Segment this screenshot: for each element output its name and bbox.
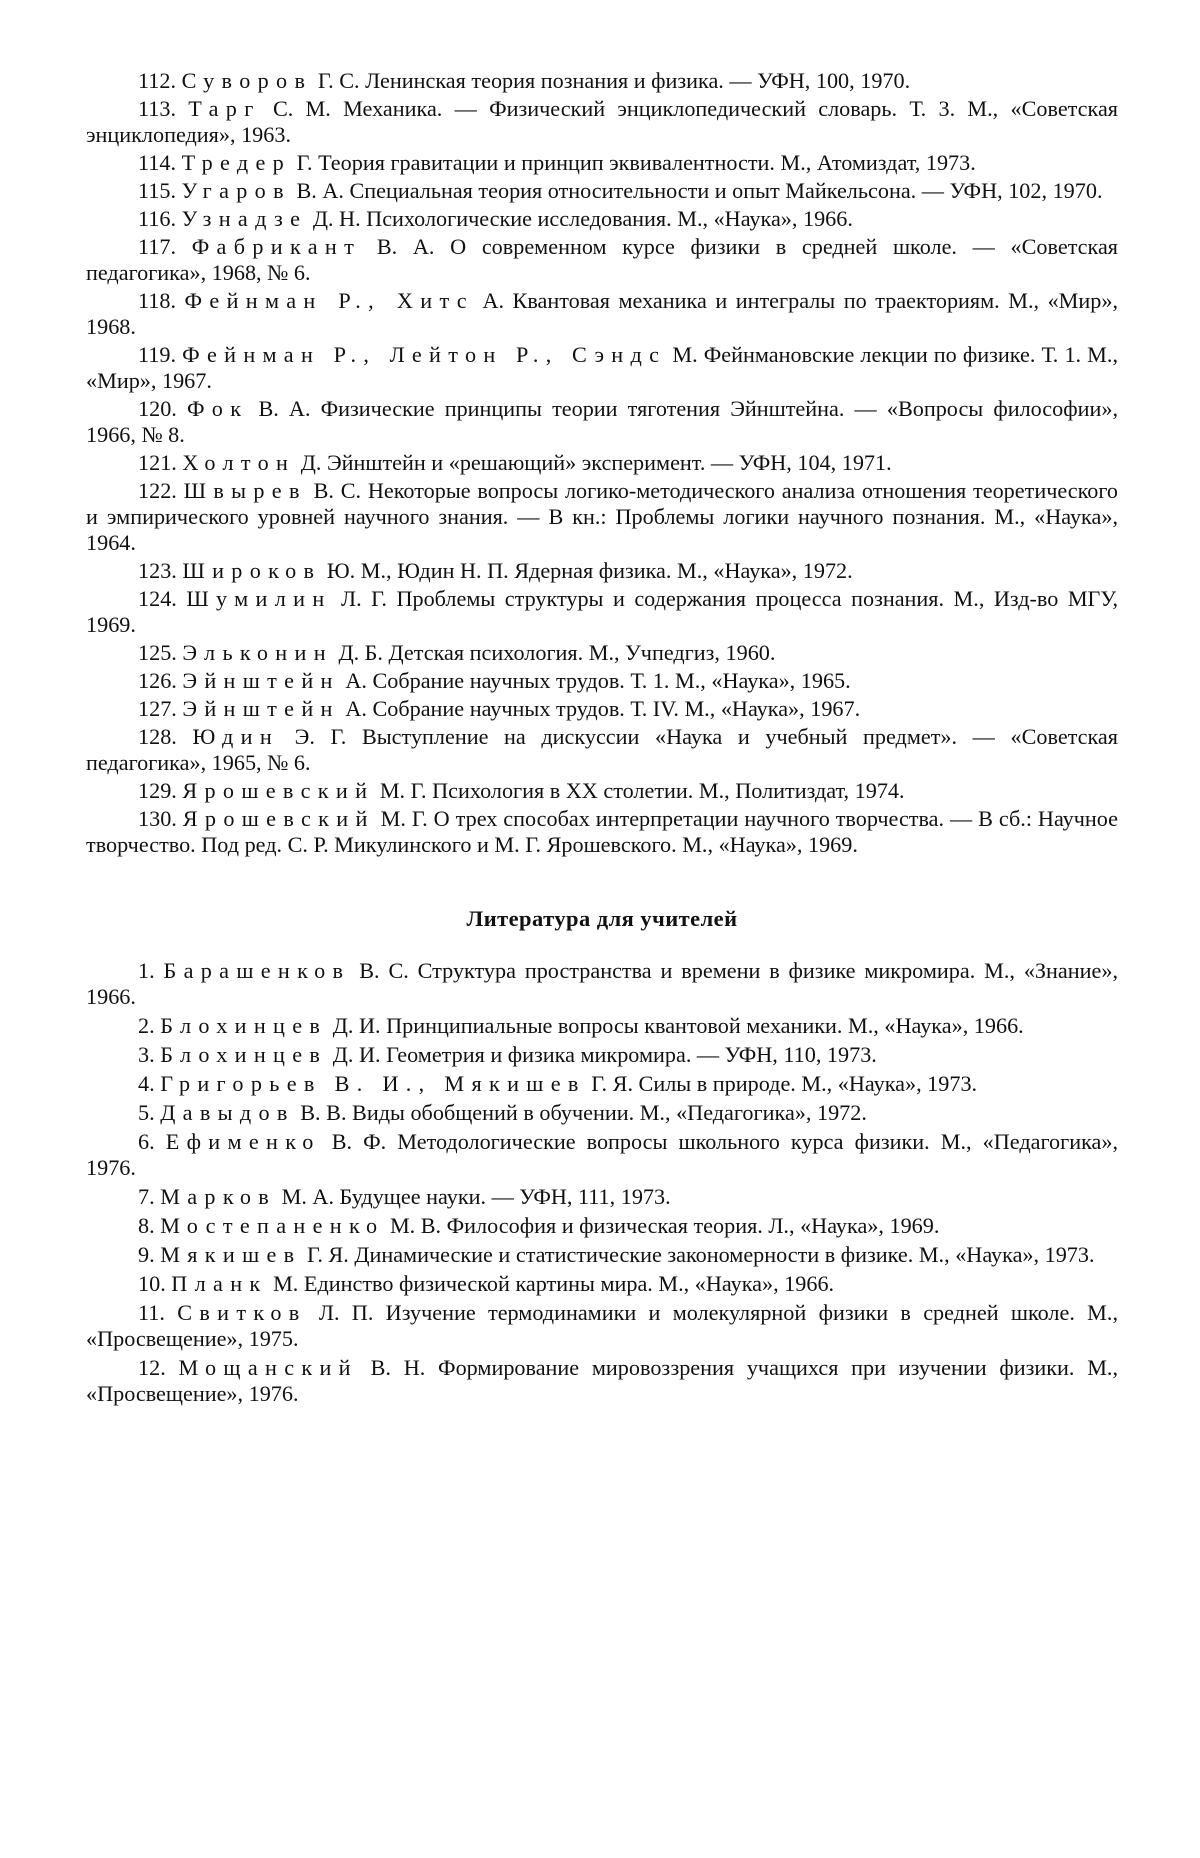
reference-initials: Э. Г.: [294, 724, 347, 749]
reference-entry: [86, 478, 1118, 556]
reference-text: Структура пространства и времени в физике микромира. М., «Знание», 1966.: [86, 958, 1118, 1009]
reference-number: 8.: [138, 1213, 155, 1238]
reference-text: Геометрия и физика микромира. — УФН, 110, 1973.: [380, 1042, 877, 1067]
reference-initials: А.: [345, 668, 367, 693]
reference-initials: А.: [482, 288, 505, 313]
reference-number: 127.: [138, 696, 177, 721]
reference-initials: Д. И.: [332, 1013, 381, 1038]
reference-initials: В. С.: [313, 478, 362, 503]
reference-text: Теория гравитации и принцип эквивалентности. М., Атомиздат, 1973.: [312, 150, 976, 175]
reference-author: Марков: [160, 1184, 277, 1209]
reference-initials: М. В.: [389, 1213, 442, 1238]
reference-author: Барашенков: [163, 958, 351, 983]
reference-entry: [86, 806, 1118, 858]
reference-author: Давыдов: [160, 1100, 295, 1125]
reference-entry: [86, 288, 1118, 340]
reference-initials: Л. Г.: [341, 586, 387, 611]
reference-initials: В. Ф.: [331, 1129, 387, 1154]
reference-entry: [86, 150, 1118, 176]
reference-author: Швырев: [183, 478, 307, 503]
reference-text: Методологические вопросы школьного курса физики. М., «Педагогика», 1976.: [86, 1129, 1119, 1180]
reference-number: 116.: [138, 206, 177, 231]
reference-entry: [86, 178, 1118, 204]
reference-entry: [86, 450, 1118, 476]
reference-entry: [86, 586, 1118, 638]
reference-number: 112.: [138, 68, 177, 93]
reference-author: Эйнштейн: [182, 696, 340, 721]
reference-initials: В. Н.: [370, 1355, 426, 1380]
reference-initials: М. Г.: [379, 778, 427, 803]
reference-initials: В. А.: [376, 234, 435, 259]
reference-author: Фейнман Р., Хитс: [184, 288, 474, 313]
reference-text: Ленинская теория познания и физика. — УФН, 100, 1970.: [359, 68, 911, 93]
reference-number: 7.: [138, 1184, 155, 1209]
reference-number: 126.: [138, 668, 177, 693]
reference-initials: М.: [273, 1271, 299, 1296]
reference-number: 129.: [138, 778, 177, 803]
reference-initials: Д.: [300, 450, 322, 475]
reference-entry: [86, 396, 1118, 448]
reference-entry: [86, 1213, 1118, 1239]
reference-author: Тредер: [181, 150, 292, 175]
reference-initials: Г. Я.: [591, 1071, 633, 1096]
reference-author: Ярошевский: [182, 778, 375, 803]
reference-text: Динамические и статистические закономерности в физике. М., «Наука», 1973.: [348, 1242, 1095, 1267]
reference-entry: [86, 1129, 1118, 1181]
reference-entry: [86, 68, 1118, 94]
reference-text: Принципиальные вопросы квантовой механики. М., «Наука», 1966.: [380, 1013, 1024, 1038]
reference-author: Эльконин: [182, 640, 333, 665]
reference-text: Эйнштейн и «решающий» эксперимент. — УФН, 104, 1971.: [321, 450, 892, 475]
reference-entry: [86, 640, 1118, 666]
reference-number: 130.: [138, 806, 177, 831]
reference-author: Суворов: [181, 68, 313, 93]
reference-initials: Д. Б.: [338, 640, 383, 665]
reference-number: 122.: [138, 478, 177, 503]
reference-number: 125.: [138, 640, 177, 665]
reference-text: Проблемы структуры и содержания процесса познания. М., Изд-во МГУ, 1969.: [86, 586, 1119, 637]
reference-initials: Л. П.: [318, 1300, 374, 1325]
reference-number: 4.: [138, 1071, 155, 1096]
reference-number: 12.: [138, 1355, 166, 1380]
reference-entry: [86, 724, 1118, 776]
reference-author: Шумилин: [186, 586, 332, 611]
reference-initials: С. М.: [272, 96, 331, 121]
reference-text: Юдин Н. П. Ядерная физика. М., «Наука», 1972.: [391, 558, 853, 583]
reference-text: Фейнмановские лекции по физике. Т. 1. М., «Мир», 1967.: [86, 342, 1119, 393]
reference-initials: В. А.: [258, 396, 311, 421]
reference-initials: В. В.: [300, 1100, 347, 1125]
reference-entry: [86, 1300, 1118, 1352]
reference-entry: [86, 1355, 1118, 1407]
reference-initials: М.: [672, 342, 698, 367]
reference-entry: [86, 958, 1118, 1010]
reference-author: Григорьев В. И., Мякишев: [160, 1071, 586, 1096]
reference-number: 11.: [138, 1300, 165, 1325]
reference-text: Виды обобщений в обучении. М., «Педагогика», 1972.: [346, 1100, 867, 1125]
reference-number: 113.: [138, 96, 177, 121]
reference-number: 123.: [138, 558, 177, 583]
reference-entry: [86, 1100, 1118, 1126]
reference-entry: [86, 342, 1118, 394]
reference-number: 3.: [138, 1042, 155, 1067]
reference-initials: Г. Я.: [307, 1242, 349, 1267]
reference-initials: Д. Н.: [312, 206, 361, 231]
reference-text: Изучение термодинамики и молекулярной физики в средней школе. М., «Просвещение», 1975.: [86, 1300, 1119, 1351]
reference-author: Ефименко: [165, 1129, 321, 1154]
reference-entry: [86, 778, 1118, 804]
reference-number: 121.: [138, 450, 177, 475]
reference-text: Психологические исследования. М., «Наука», 1966.: [360, 206, 853, 231]
reference-number: 10.: [138, 1271, 166, 1296]
reference-author: Мостепаненко: [160, 1213, 385, 1238]
reference-text: Некоторые вопросы логико-методического анализа отношения теоретического и эмпирического уровней научного знания. — В кн.: Проблемы логики научного познания. М., «Наука», 1964.: [86, 478, 1118, 555]
reference-author: Широков: [182, 558, 322, 583]
reference-text: Квантовая механика и интегралы по траекториям. М., «Мир», 1968.: [86, 288, 1119, 339]
reference-text: Детская психология. М., Учпедгиз, 1960.: [382, 640, 776, 665]
reference-number: 5.: [138, 1100, 155, 1125]
reference-author: Узнадзе: [181, 206, 308, 231]
reference-number: 115.: [138, 178, 177, 203]
reference-entry: [86, 96, 1118, 148]
references-list: [86, 68, 1118, 858]
reference-number: 2.: [138, 1013, 155, 1038]
reference-entry: [86, 1071, 1118, 1097]
reference-text: Специальная теория относительности и опыт Майкельсона. — УФН, 102, 1970.: [343, 178, 1103, 203]
reference-author: Угаров: [181, 178, 291, 203]
reference-author: Мощанский: [178, 1355, 358, 1380]
reference-entry: [86, 696, 1118, 722]
reference-text: Собрание научных трудов. Т. 1. М., «Наука», 1965.: [366, 668, 851, 693]
reference-author: Мякишев: [160, 1242, 302, 1267]
reference-initials: В. А.: [296, 178, 344, 203]
reference-text: Выступление на дискуссии «Наука и учебный предмет». — «Советская педагогика», 1965, № 6.: [86, 724, 1118, 775]
reference-initials: В. С.: [359, 958, 409, 983]
reference-entry: [86, 1271, 1118, 1297]
reference-author: Фабрикант: [191, 234, 362, 259]
reference-number: 1.: [138, 958, 155, 983]
teacher-references-list: [86, 958, 1118, 1407]
reference-text: Будущее науки. — УФН, 111, 1973.: [334, 1184, 671, 1209]
reference-entry: [86, 1013, 1118, 1039]
reference-author: Свитков: [177, 1300, 307, 1325]
reference-number: 9.: [138, 1242, 155, 1267]
reference-author: Планк: [171, 1271, 268, 1296]
reference-number: 117.: [138, 234, 177, 259]
reference-author: Юдин: [192, 724, 280, 749]
reference-author: Блохинцев: [160, 1013, 328, 1038]
reference-text: Единство физической картины мира. М., «Наука», 1966.: [298, 1271, 835, 1296]
reference-entry: [86, 558, 1118, 584]
reference-author: Тарг: [188, 96, 261, 121]
reference-entry: [86, 234, 1118, 286]
reference-initials: Г. С.: [317, 68, 360, 93]
reference-number: 114.: [138, 150, 177, 175]
reference-initials: М. А.: [281, 1184, 334, 1209]
reference-text: Механика. — Физический энциклопедический словарь. Т. 3. М., «Советская энциклопедия», 1963.: [86, 96, 1118, 147]
reference-text: О трех способах интерпретации научного творчества. — В сб.: Научное творчество. Под ред. С. Р. Микулинского и М. Г. Ярошевского. М., «Наука», 1969.: [86, 806, 1119, 857]
bibliography-page: [86, 68, 1118, 1410]
section-title: Литература для учителей: [466, 906, 738, 931]
reference-text: Формирование мировоззрения учащихся при изучении физики. М., «Просвещение», 1976.: [86, 1355, 1119, 1406]
reference-entry: [86, 668, 1118, 694]
reference-number: 124.: [138, 586, 177, 611]
reference-initials: Ю. М.,: [326, 558, 392, 583]
reference-author: Эйнштейн: [182, 668, 340, 693]
reference-text: Силы в природе. М., «Наука», 1973.: [633, 1071, 978, 1096]
reference-entry: [86, 1242, 1118, 1268]
reference-author: Холтон: [182, 450, 296, 475]
reference-entry: [86, 1042, 1118, 1068]
reference-author: Ярошевский: [182, 806, 375, 831]
reference-initials: А.: [345, 696, 367, 721]
reference-initials: М. Г.: [380, 806, 428, 831]
reference-text: Философия и физическая теория. Л., «Наука», 1969.: [441, 1213, 940, 1238]
reference-initials: Г.: [296, 150, 313, 175]
reference-text: Собрание научных трудов. Т. IV. М., «Наука», 1967.: [366, 696, 861, 721]
reference-text: Психология в XX столетии. М., Политиздат, 1974.: [426, 778, 905, 803]
reference-number: 118.: [138, 288, 177, 313]
reference-author: Фейнман Р., Лейтон Р., Сэндс: [182, 342, 667, 367]
reference-number: 120.: [138, 396, 177, 421]
reference-text: Физические принципы теории тяготения Эйнштейна. — «Вопросы философии», 1966, № 8.: [86, 396, 1119, 447]
reference-number: 119.: [138, 342, 177, 367]
reference-author: Блохинцев: [160, 1042, 328, 1067]
reference-number: 6.: [138, 1129, 155, 1154]
reference-entry: [86, 206, 1118, 232]
reference-initials: Д. И.: [332, 1042, 381, 1067]
reference-author: Фок: [186, 396, 249, 421]
reference-text: О современном курсе физики в средней школе. — «Советская педагогика», 1968, № 6.: [86, 234, 1119, 285]
reference-number: 128.: [138, 724, 177, 749]
reference-entry: [86, 1184, 1118, 1210]
